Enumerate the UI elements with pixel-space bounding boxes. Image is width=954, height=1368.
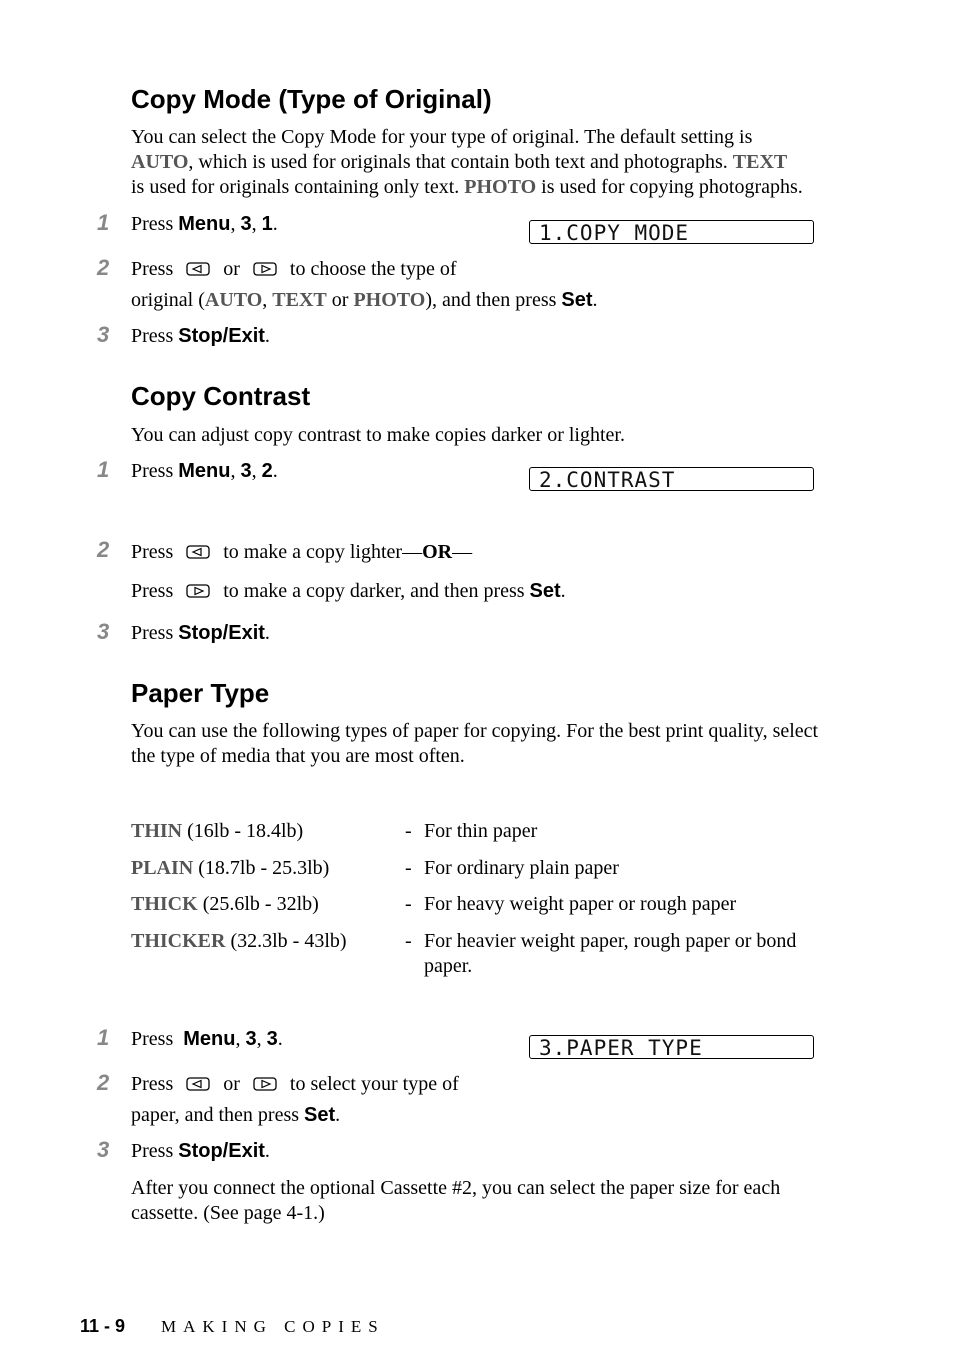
- step-text: Press to make a copy darker, and then press Set.: [131, 580, 566, 602]
- copy-mode-intro: You can select the Copy Mode for your type of original. The default setting is AUTO, which is used for originals that contain both text and photographs. TEXT is used for originals containing only text. PHOTO is used for copying photographs.: [131, 126, 803, 198]
- table-row-desc: For heavy weight paper or rough paper: [424, 893, 737, 915]
- step-number: 1: [97, 1025, 110, 1050]
- table-row-desc: For thin paper: [424, 820, 538, 842]
- chapter-title: MAKING COPIES: [161, 1317, 385, 1336]
- lcd-display: 1.COPY MODE: [529, 220, 814, 244]
- step-text: Press Menu, 3, 2.: [131, 460, 278, 482]
- section-title-contrast: Copy Contrast: [131, 381, 311, 411]
- step-number: 1: [97, 210, 110, 235]
- page-number: 11 - 9: [80, 1316, 126, 1336]
- step-number: 2: [97, 255, 110, 280]
- step-text: paper, and then press Set.: [131, 1104, 341, 1126]
- right-arrow-key-icon: [253, 1077, 277, 1091]
- contrast-intro: You can adjust copy contrast to make copies darker or lighter.: [131, 424, 625, 446]
- step-text: Press to make a copy lighter—OR—: [131, 541, 473, 563]
- step-number: 3: [97, 619, 110, 644]
- lcd-display: 3.PAPER TYPE: [529, 1035, 814, 1059]
- step-number: 2: [97, 537, 110, 562]
- step-number: 1: [97, 457, 110, 482]
- step-number: 3: [97, 1137, 110, 1162]
- step-text: Press Menu, 3, 1.: [131, 213, 278, 235]
- table-row-name: PLAIN (18.7lb - 25.3lb): [131, 857, 330, 879]
- table-row-name: THIN (16lb - 18.4lb): [131, 820, 304, 842]
- paper-intro: You can use the following types of paper for copying. For the best print quality, select the type of media that you are most often.: [131, 720, 819, 767]
- left-arrow-key-icon: [186, 1077, 210, 1091]
- step-text: Press Stop/Exit.: [131, 1140, 270, 1162]
- section-title-copy-mode: Copy Mode (Type of Original): [131, 84, 492, 114]
- table-row-desc: For ordinary plain paper: [424, 857, 619, 879]
- step-text: Press or to select your type of: [131, 1073, 459, 1095]
- table-row-desc: For heavier weight paper, rough paper or bond paper.: [424, 930, 797, 977]
- step-number: 2: [97, 1070, 110, 1095]
- table-row-name: THICK (25.6lb - 32lb): [131, 893, 319, 915]
- step-text: Press Stop/Exit.: [131, 325, 270, 347]
- left-arrow-key-icon: [186, 262, 210, 276]
- step-text: Press Stop/Exit.: [131, 622, 270, 644]
- paper-outro: After you connect the optional Cassette #2, you can select the paper size for each cassette. (See page 4-1.): [131, 1177, 781, 1224]
- step-text: original (AUTO, TEXT or PHOTO), and then press Set.: [131, 289, 598, 311]
- left-arrow-key-icon: [186, 545, 210, 559]
- lcd-display: 2.CONTRAST: [529, 467, 814, 491]
- step-number: 3: [97, 322, 110, 347]
- right-arrow-key-icon: [253, 262, 277, 276]
- step-text: Press or to choose the type of: [131, 258, 457, 280]
- section-title-paper-type: Paper Type: [131, 678, 270, 708]
- table-row-name: THICKER (32.3lb - 43lb): [131, 930, 347, 952]
- right-arrow-key-icon: [186, 584, 210, 598]
- step-text: Press Menu, 3, 3.: [131, 1028, 283, 1050]
